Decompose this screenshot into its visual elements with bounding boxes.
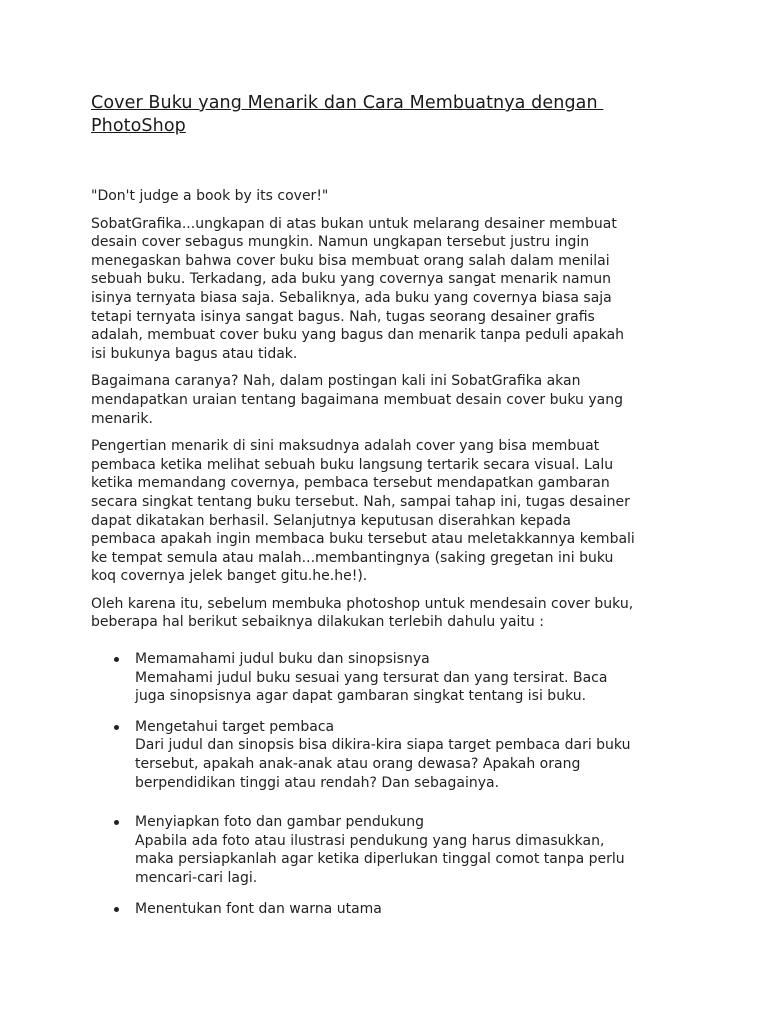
- paragraph-line: Pengertian menarik di sini maksudnya adalah cover yang bisa membuat: [91, 438, 600, 455]
- paragraph: [91, 215, 681, 364]
- paragraph-line: Bagaimana caranya? Nah, dalam postingan kali ini SobatGrafika akan: [91, 373, 581, 390]
- steps-list: [91, 650, 681, 918]
- list-item-heading: Menyiapkan foto dan gambar pendukung: [135, 814, 424, 831]
- list-item-heading: Memamahami judul buku dan sinopsisnya: [135, 651, 430, 668]
- list-item-text: juga sinopsisnya agar dapat gambaran singkat tentang isi buku.: [135, 688, 587, 705]
- paragraph-line: menegaskan bahwa cover buku bisa membuat orang salah dalam menilai: [91, 252, 610, 269]
- paragraph-line: dapat dikatakan berhasil. Selanjutnya keputusan diserahkan kepada: [91, 512, 571, 529]
- paragraph-line: pembaca ketika melihat sebuah buku langsung tertarik secara visual. Lalu: [91, 456, 614, 473]
- paragraph: [91, 372, 681, 428]
- paragraph-line: pembaca apakah ingin membaca buku tersebut atau meletakkannya kembali: [91, 531, 635, 548]
- list-item: [91, 650, 681, 706]
- paragraph: [91, 595, 681, 632]
- bullet-icon: [114, 820, 119, 825]
- paragraph-line: isi bukunya bagus atau tidak.: [91, 345, 298, 362]
- paragraph-line: beberapa hal berikut sebaiknya dilakukan terlebih dahulu yaitu :: [91, 614, 544, 631]
- list-item-text: tersebut, apakah anak-anak atau orang dewasa? Apakah orang: [135, 756, 581, 773]
- paragraph-line: menarik.: [91, 410, 153, 427]
- paragraph-line: secara singkat tentang buku tersebut. Nah, sampai tahap ini, tugas desainer: [91, 493, 630, 510]
- paragraph-line: Oleh karena itu, sebelum membuka photoshop untuk mendesain cover buku,: [91, 595, 634, 612]
- list-item: [91, 718, 681, 792]
- list-item-text: berpendidikan tinggi atau rendah? Dan sebagainya.: [135, 774, 500, 791]
- paragraph-line: sebuah buku. Terkadang, ada buku yang covernya sangat menarik namun: [91, 271, 611, 288]
- bullet-icon: [114, 657, 119, 662]
- paragraph-line: ketika memandang covernya, pembaca tersebut mendapatkan gambaran: [91, 475, 610, 492]
- paragraph: [91, 437, 681, 586]
- paragraph-line: adalah, membuat cover buku yang bagus dan menarik tanpa peduli apakah: [91, 327, 625, 344]
- title-line-2: PhotoShop: [91, 116, 186, 136]
- paragraph-line: koq covernya jelek banget gitu.he.he!).: [91, 568, 368, 585]
- paragraph-line: SobatGrafika...ungkapan di atas bukan untuk melarang desainer membuat: [91, 215, 617, 232]
- list-item-text: maka persiapkanlah agar ketika diperlukan tinggal comot tanpa perlu: [135, 851, 625, 868]
- list-item-heading: Mengetahui target pembaca: [135, 718, 335, 735]
- document-title: [91, 92, 681, 138]
- paragraph-line: isinya ternyata biasa saja. Sebaliknya, ada buku yang covernya biasa saja: [91, 289, 612, 306]
- bullet-icon: [114, 907, 119, 912]
- list-item-heading: Menentukan font dan warna utama: [135, 900, 382, 917]
- paragraph-line: tetapi ternyata isinya sangat bagus. Nah, tugas seorang desainer grafis: [91, 308, 595, 325]
- document-page: [91, 92, 681, 930]
- list-item-text: Dari judul dan sinopsis bisa dikira-kira siapa target pembaca dari buku: [135, 737, 631, 754]
- list-item: [91, 900, 681, 919]
- bullet-icon: [114, 725, 119, 730]
- title-line-1: Cover Buku yang Menarik dan Cara Membuatnya dengan: [91, 93, 604, 113]
- paragraph-line: desain cover sebagus mungkin. Namun ungkapan tersebut justru ingin: [91, 234, 590, 251]
- list-item-text: mencari-cari lagi.: [135, 870, 258, 886]
- paragraph-line: ke tempat semula atau malah...membantingnya (saking gregetan ini buku: [91, 549, 614, 566]
- list-item: [91, 813, 681, 887]
- paragraph-line: mendapatkan uraian tentang bagaimana membuat desain cover buku yang: [91, 391, 624, 408]
- body-paragraphs: [91, 215, 681, 632]
- list-item-text: Apabila ada foto atau ilustrasi pendukung yang harus dimasukkan,: [135, 832, 605, 849]
- opening-quote: "Don't judge a book by its cover!": [91, 188, 329, 204]
- list-item-text: Memahami judul buku sesuai yang tersurat dan yang tersirat. Baca: [135, 669, 608, 686]
